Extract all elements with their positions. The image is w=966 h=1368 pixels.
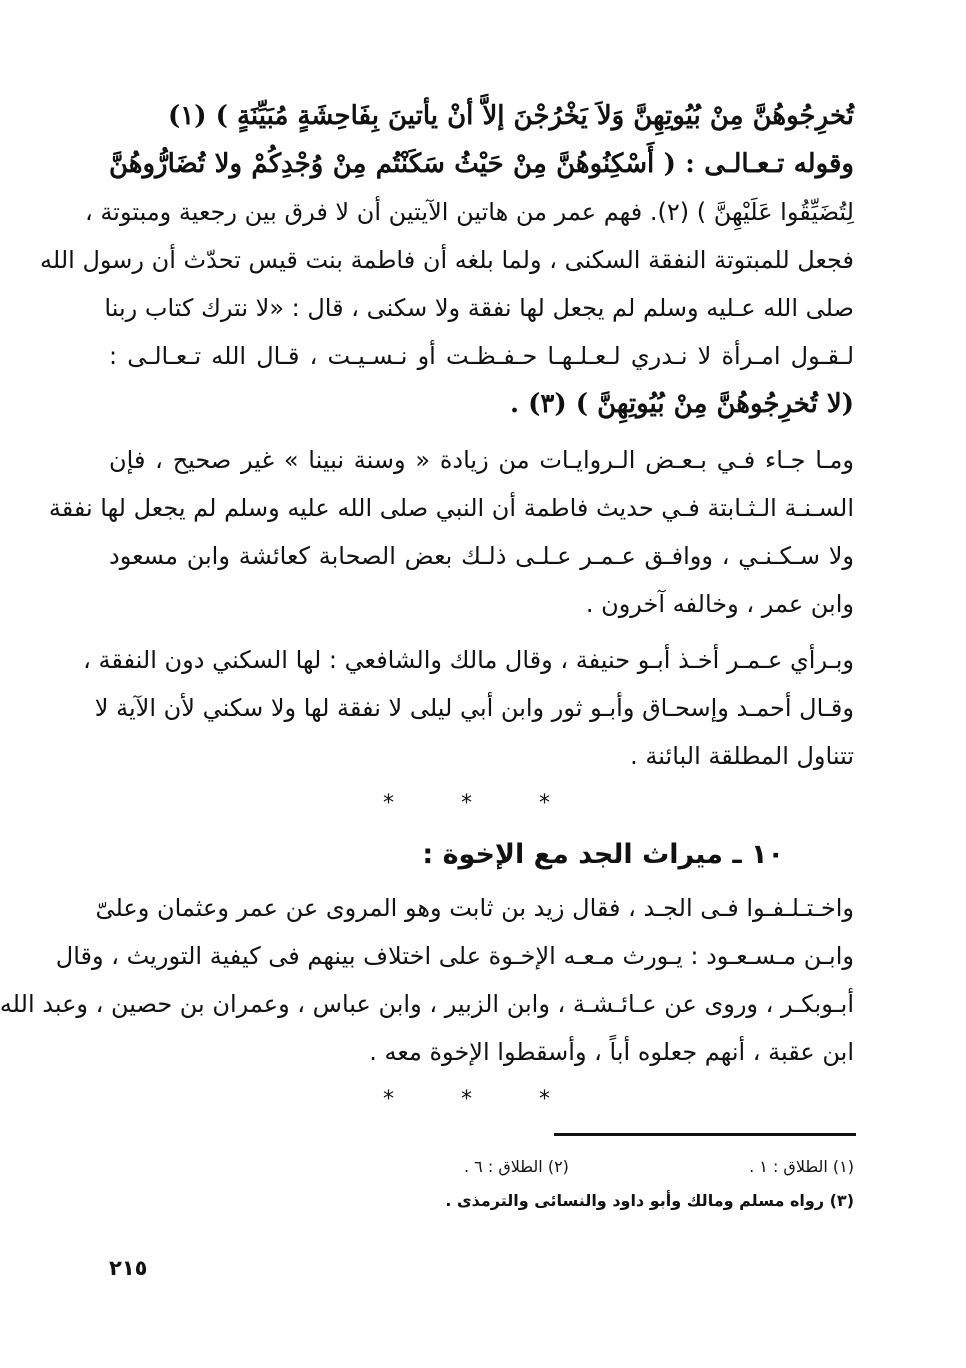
- footnote-1: (١) الطلاق : ١ .: [749, 1157, 854, 1176]
- text-line: لِتُضَيِّقُوا عَلَيْهِنَّ ) (٢). فهم عمر من هاتين الآيتين أن لا فرق بين رجعية ومبتوتة ،: [85, 198, 854, 226]
- text-line: السـنـة الـثـابتة فـي حديث فاطمة أن النبي صلى الله عليه وسلم لم يجعل لها نفقة: [48, 494, 854, 522]
- text-line: وابـن مـسـعـود : يـورث مـعـه الإخـوة على اختلاف بينهم فى كيفية التوريث ، وقال: [55, 942, 854, 970]
- text-line: صلى الله عـليه وسلم لم يجعل لها نفقة ولا سكنى ، قال : «لا نترك كتاب ربنا: [104, 294, 854, 322]
- footnote-divider: [554, 1133, 856, 1136]
- text-line: ابن عقبة ، أنهم جعلوه أباً ، وأسقطوا الإخوة معه .: [369, 1038, 854, 1066]
- text-line: أبـوبكـر ، وروى عن عـائـشـة ، وابن الزبير ، وابن عباس ، وعمران بن حصين ، وعبد الله: [0, 990, 854, 1018]
- text-line: وبـرأي عـمـر أخـذ أبـو حنيفة ، وقال مالك والشافعي : لها السكني دون النفقة ،: [83, 646, 854, 674]
- main-text: [40, 92, 854, 780]
- text-line: لـقـول امـرأة لا نـدري لـعـلـهـا حـفـظـت أو نـسـيـت ، قـال الله تـعـالـى :: [109, 342, 854, 370]
- text-line: ولا سـكـنـي ، ووافـق عـمـر عـلـى ذلـك بعض الصحابة كعائشة وابن مسعود: [109, 542, 854, 570]
- section-heading: ١٠ ـ ميراث الجد مع الإخوة :: [422, 839, 784, 870]
- text-line: واخـتـلـفـوا فـى الجـد ، فقال زيد بن ثابت وهو المروى عن عمر وعثمان وعلىّ: [95, 894, 854, 922]
- separator-stars-end: * * *: [383, 1087, 580, 1112]
- page-body: [0, 92, 854, 1122]
- footnote-row: [109, 1150, 854, 1184]
- text-line: تُخرِجُوهُنَّ مِنْ بُيُوتِهِنَّ وَلاَ يَخْرُجْنَ إلاَّ أنْ يأتينَ بِفَاحِشَةٍ مُبَيِّنَةٍ ) (١): [167, 101, 854, 131]
- footnote-2: (٢) الطلاق : ٦ .: [464, 1157, 569, 1176]
- footnote-3: (٣) رواه مسلم ومالك وأبو داود والنسائى والترمذى .: [445, 1191, 854, 1210]
- text-line: وابن عمر ، وخالفه آخرون .: [585, 590, 854, 618]
- text-line: وقوله تـعـالـى : ( أَسْكِنُوهُنَّ مِنْ حَيْثُ سَكَنْتُم مِنْ وُجْدِكُمْ ولا تُضَارُّوهُنَّ: [109, 149, 854, 179]
- footnotes: [109, 1150, 854, 1218]
- paragraph-gap: [109, 428, 854, 436]
- text-line: وقـال أحمـد وإسحـاق وأبـو ثور وابن أبي ليلى لا نفقة لها ولا سكني لأن الآية لا: [94, 694, 854, 722]
- text-line: (لا تُخرِجُوهُنَّ مِنْ بُيُوتِهِنَّ ) (٣) .: [510, 389, 854, 419]
- page-number: ٢١٥: [109, 1256, 148, 1280]
- text-line: تتناول المطلقة البائنة .: [630, 742, 854, 770]
- section-text: [0, 884, 854, 1076]
- separator-stars: * * *: [383, 791, 580, 816]
- text-line: فجعل للمبتوتة النفقة السكنى ، ولما بلغه أن فاطمة بنت قيس تحدّث أن رسول الله: [40, 246, 854, 274]
- paragraph-gap: [109, 628, 854, 636]
- text-line: ومـا جـاء فـي بـعـض الـروايـات من زيادة « وسنة نبينا » غير صحيح ، فإن: [109, 446, 854, 474]
